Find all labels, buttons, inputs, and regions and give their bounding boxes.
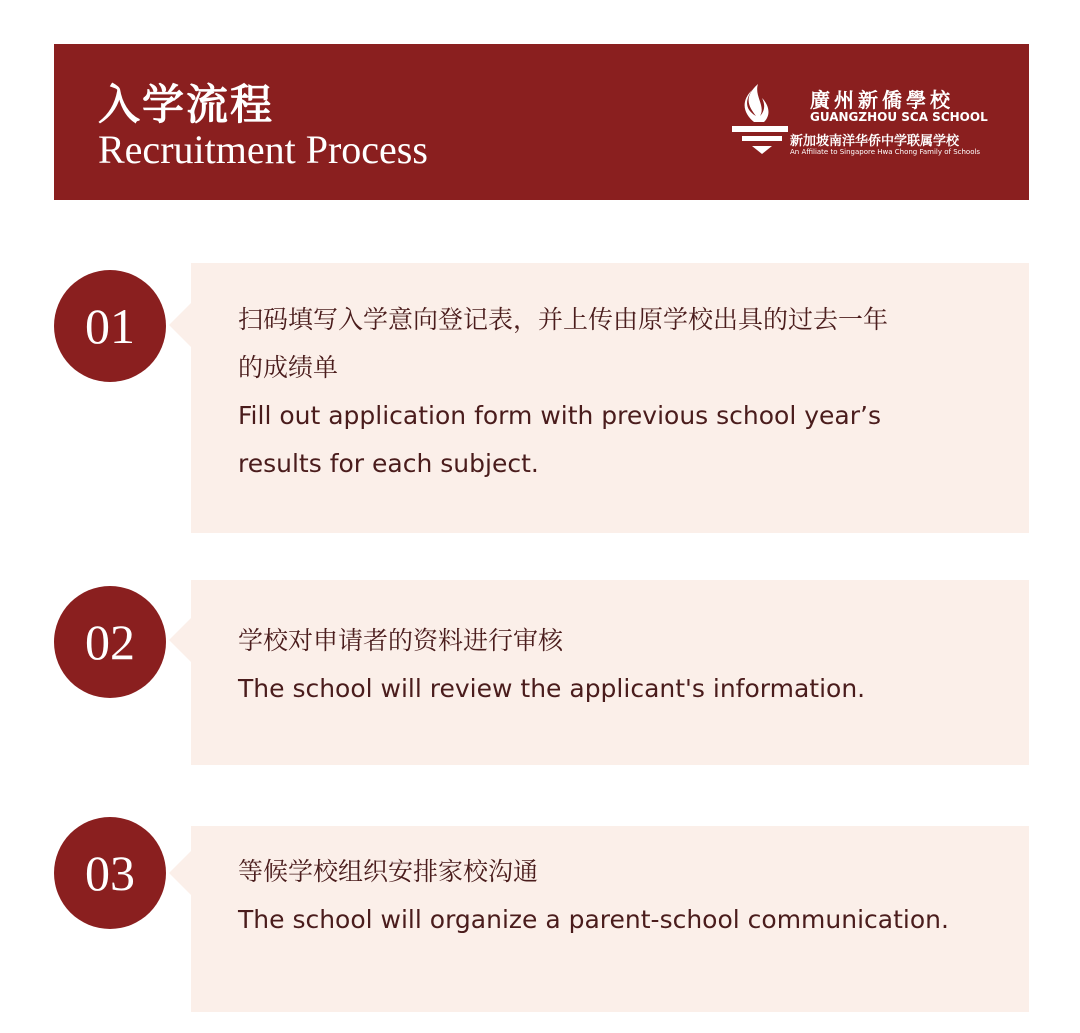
step-card	[191, 826, 1029, 1012]
step-number-badge: 01	[54, 270, 166, 382]
step-text-en: The school will review the applicant's information.	[238, 674, 866, 703]
logo-name-cn: 廣州新僑學校	[810, 88, 954, 112]
school-logo	[732, 80, 1022, 160]
step-text-cn: 扫码填写入学意向登记表，并上传由原学校出具的过去一年	[238, 305, 889, 334]
logo-affiliate-cn: 新加坡南洋华侨中学联属学校	[790, 134, 960, 149]
step-number-badge: 02	[54, 586, 166, 698]
step-text-en: Fill out application form with previous school year’s	[238, 401, 881, 430]
step-text-cn: 的成绩单	[238, 353, 339, 382]
step-text-cn: 等候学校组织安排家校沟通	[238, 857, 539, 886]
title-en: Recruitment Process	[98, 127, 428, 172]
torch-icon	[732, 80, 788, 160]
step-card	[191, 263, 1029, 533]
step-text-cn: 学校对申请者的资料进行审核	[238, 626, 564, 655]
step-card	[191, 580, 1029, 765]
step-number-badge: 03	[54, 817, 166, 929]
header-banner	[54, 44, 1029, 200]
logo-affiliate-en: An Affiliate to Singapore Hwa Chong Family of Schools	[790, 148, 981, 156]
title-cn: 入学流程	[98, 80, 275, 129]
logo-name-en: GUANGZHOU SCA SCHOOL	[810, 110, 988, 124]
step-text-en: The school will organize a parent-school communication.	[238, 905, 949, 934]
step-text-en: results for each subject.	[238, 449, 539, 478]
